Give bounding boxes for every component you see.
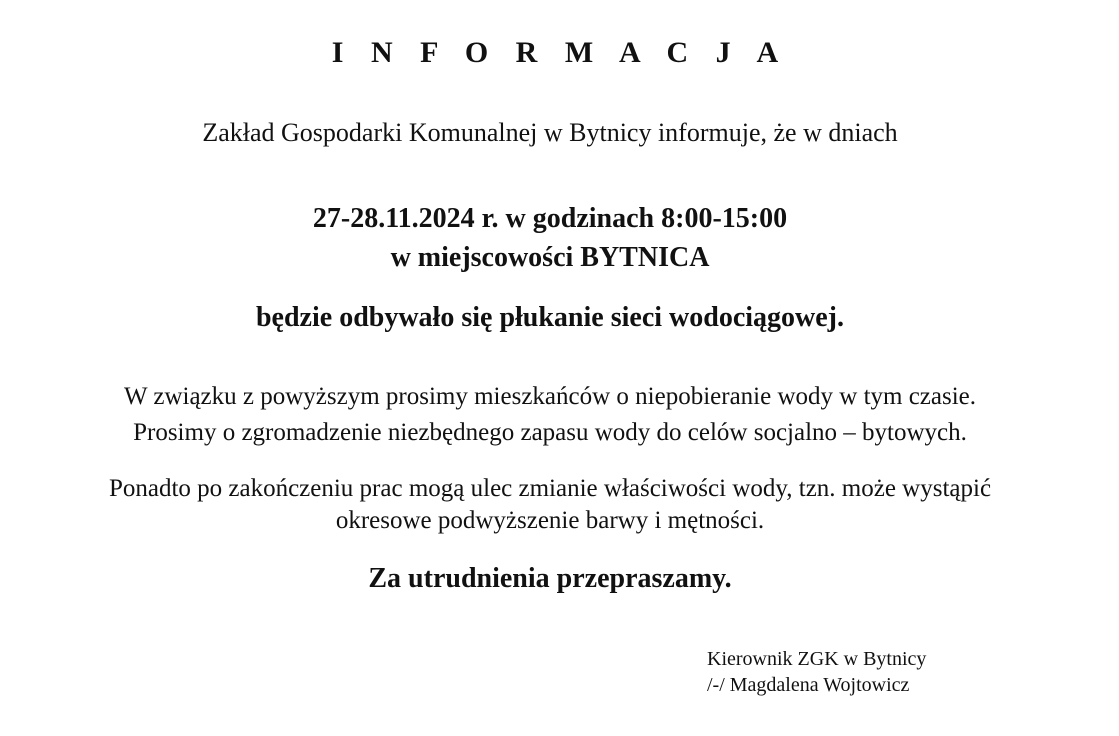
apology-text: Za utrudnienia przepraszamy. (368, 563, 732, 594)
signature-title: Kierownik ZGK w Bytnicy (707, 648, 927, 670)
notice-title: I N F O R M A C J A (331, 36, 789, 69)
dates-hours: 27-28.11.2024 r. w godzinach 8:00-15:00 (312, 203, 788, 234)
signature-name: /-/ Magdalena Wojtowicz (707, 674, 910, 696)
paragraph-2-line-2: okresowe podwyższenie barwy i mętności. (335, 507, 765, 534)
paragraph-1-line-2: Prosimy o zgromadzenie niezbędnego zapasu wody do celów socjalno – bytowych. (133, 419, 967, 446)
locality: w miejscowości BYTNICA (390, 242, 710, 273)
flushing-notice: będzie odbywało się płukanie sieci wodociągowej. (255, 302, 844, 333)
paragraph-1-line-1: W związku z powyższym prosimy mieszkańców o niepobieranie wody w tym czasie. (123, 383, 977, 410)
paragraph-2-line-1: Ponadto po zakończeniu prac mogą ulec zmianie właściwości wody, tzn. może wystąpić (108, 475, 992, 502)
intro-text: Zakład Gospodarki Komunalnej w Bytnicy informuje, że w dniach (202, 118, 898, 147)
